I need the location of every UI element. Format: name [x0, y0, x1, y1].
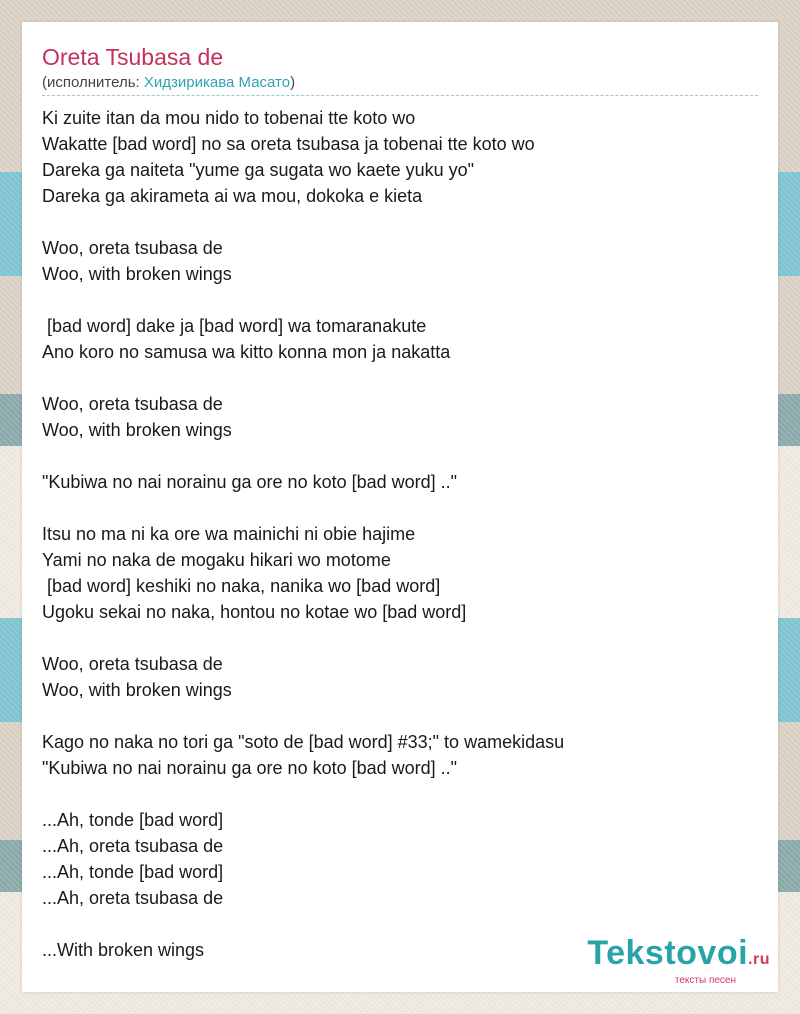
site-logo[interactable] [587, 936, 770, 986]
artist-link[interactable]: Хидзирикава Масато [143, 74, 291, 91]
lyrics-line: Ki zuite itan da mou nido to tobenai tte koto wo [42, 108, 416, 128]
lyrics-line: [bad word] dake ja [bad word] wa tomaranakute [42, 316, 427, 336]
lyrics-blank-line [42, 781, 564, 807]
logo-name: Tekstovoi [587, 934, 749, 972]
song-title: Oreta Tsubasa de [42, 44, 224, 70]
lyrics-line: ...Ah, tonde [bad word] [42, 862, 224, 882]
lyrics-line: ...With broken wings [42, 940, 205, 960]
lyrics-line: Woo, oreta tsubasa de [42, 238, 223, 258]
lyrics-blank-line [42, 625, 564, 651]
lyrics-line: Ano koro no samusa wa kitto konna mon ja nakatta [42, 342, 451, 362]
artist-line [42, 74, 758, 96]
lyrics-line: Dareka ga naiteta "yume ga sugata wo kaete yuku yo" [42, 160, 475, 180]
artist-suffix: ) [290, 74, 296, 91]
lyrics-line: [bad word] keshiki no naka, nanika wo [bad word] [42, 576, 441, 596]
lyrics-line: Woo, with broken wings [42, 264, 232, 284]
lyrics-blank-line [42, 911, 564, 937]
lyrics-line: ...Ah, tonde [bad word] [42, 810, 224, 830]
lyrics-blank-line [42, 209, 564, 235]
lyrics-blank-line [42, 287, 564, 313]
lyrics-line: ...Ah, oreta tsubasa de [42, 888, 224, 908]
lyrics-blank-line [42, 443, 564, 469]
lyrics-line: Kago no naka no tori ga "soto de [bad word] #33;" to wamekidasu [42, 732, 565, 752]
logo-tagline: тексты песен [674, 975, 736, 986]
lyrics-line: Yami no naka de mogaku hikari wo motome [42, 550, 391, 570]
lyrics-line: Woo, oreta tsubasa de [42, 394, 223, 414]
lyrics-line: Woo, with broken wings [42, 680, 232, 700]
lyrics-line: "Kubiwa no nai norainu ga ore no koto [bad word] .." [42, 472, 458, 492]
lyrics-blank-line [42, 365, 564, 391]
lyrics-line: Woo, oreta tsubasa de [42, 654, 223, 674]
lyrics-text [42, 105, 564, 963]
lyrics-line: Dareka ga akirameta ai wa mou, dokoka e kieta [42, 186, 423, 206]
lyrics-line: ...Ah, oreta tsubasa de [42, 836, 224, 856]
lyrics-line: "Kubiwa no nai norainu ga ore no koto [bad word] .." [42, 758, 458, 778]
lyrics-line: Itsu no ma ni ka ore wa mainichi ni obie hajime [42, 524, 416, 544]
logo-tld: .ru [748, 951, 770, 968]
lyrics-line: Ugoku sekai no naka, hontou no kotae wo [bad word] [42, 602, 467, 622]
lyrics-blank-line [42, 703, 564, 729]
lyrics-line: Woo, with broken wings [42, 420, 232, 440]
artist-prefix: (исполнитель: [42, 74, 144, 91]
lyrics-card [22, 22, 778, 992]
lyrics-blank-line [42, 495, 564, 521]
lyrics-line: Wakatte [bad word] no sa oreta tsubasa ja tobenai tte koto wo [42, 134, 535, 154]
